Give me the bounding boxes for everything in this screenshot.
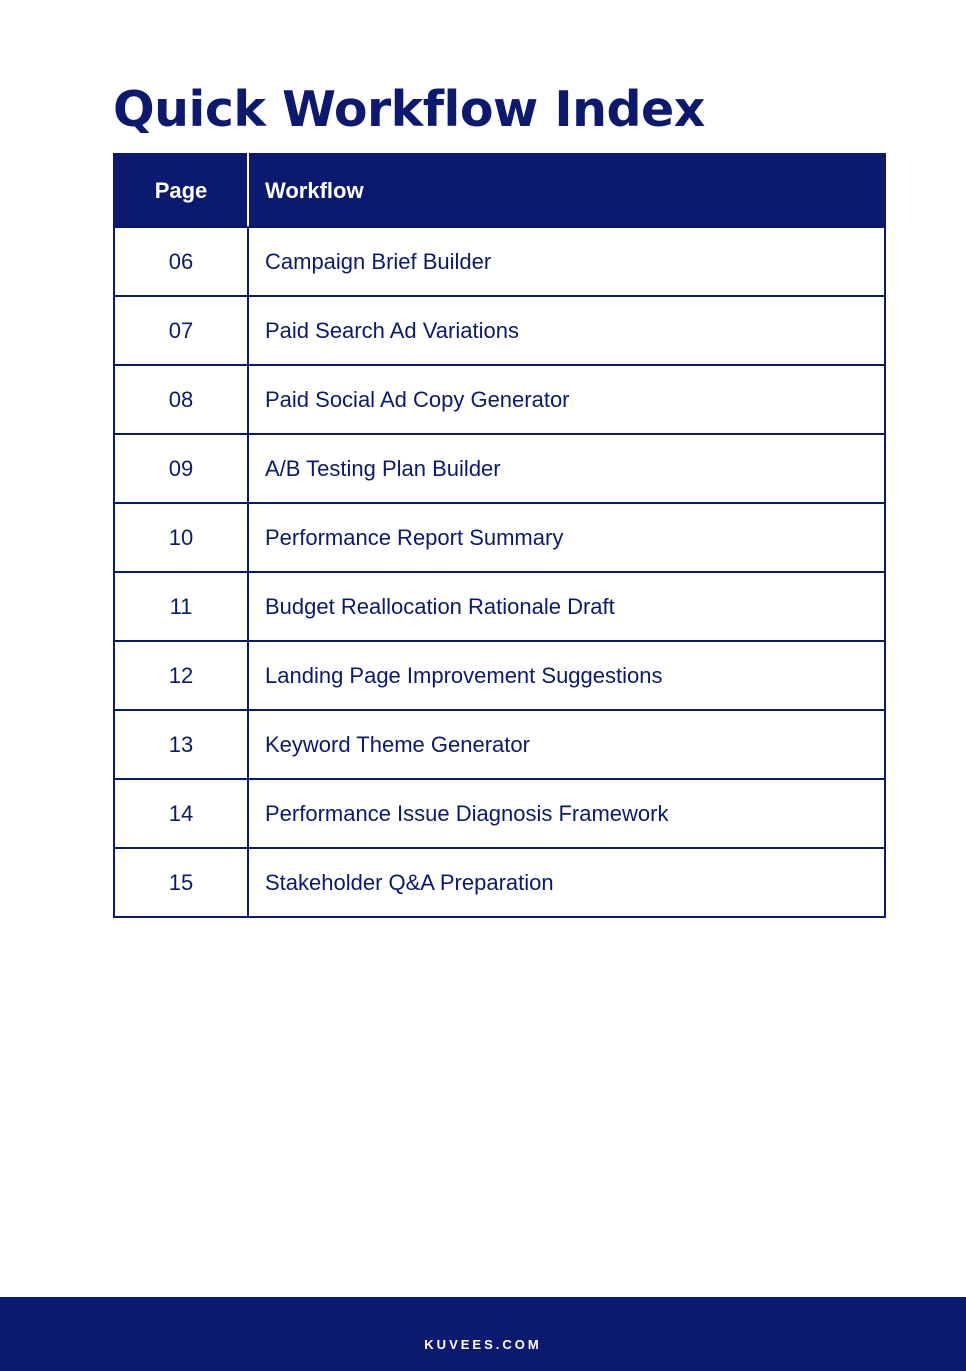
table-row (114, 296, 885, 365)
workflow-index-table (113, 153, 886, 918)
workflow-name-cell: Paid Search Ad Variations (248, 296, 885, 365)
page-number-cell: 08 (114, 365, 248, 434)
column-header-page: Page (114, 154, 248, 227)
page-number-cell: 10 (114, 503, 248, 572)
page-number-cell: 12 (114, 641, 248, 710)
footer-bar (0, 1297, 966, 1371)
footer-website-link[interactable]: KUVEES.COM (424, 1336, 542, 1352)
workflow-name-cell: Stakeholder Q&A Preparation (248, 848, 885, 917)
table-row (114, 848, 885, 917)
workflow-name-cell: Keyword Theme Generator (248, 710, 885, 779)
table-row (114, 503, 885, 572)
workflow-name-cell: Campaign Brief Builder (248, 227, 885, 296)
workflow-name-cell: Performance Issue Diagnosis Framework (248, 779, 885, 848)
table-row (114, 779, 885, 848)
table-row (114, 365, 885, 434)
workflow-name-cell: Paid Social Ad Copy Generator (248, 365, 885, 434)
page-number-cell: 11 (114, 572, 248, 641)
table-row (114, 710, 885, 779)
page-number-cell: 07 (114, 296, 248, 365)
table-row (114, 227, 885, 296)
page-number-cell: 06 (114, 227, 248, 296)
page-title: Quick Workflow Index (113, 81, 705, 138)
table-row (114, 434, 885, 503)
workflow-name-cell: Landing Page Improvement Suggestions (248, 641, 885, 710)
column-header-workflow: Workflow (248, 154, 885, 227)
table-row (114, 572, 885, 641)
workflow-name-cell: A/B Testing Plan Builder (248, 434, 885, 503)
table-header-row (114, 154, 885, 227)
page-number-cell: 09 (114, 434, 248, 503)
page-number-cell: 15 (114, 848, 248, 917)
page-number-cell: 13 (114, 710, 248, 779)
workflow-name-cell: Budget Reallocation Rationale Draft (248, 572, 885, 641)
workflow-name-cell: Performance Report Summary (248, 503, 885, 572)
page-number-cell: 14 (114, 779, 248, 848)
table-row (114, 641, 885, 710)
